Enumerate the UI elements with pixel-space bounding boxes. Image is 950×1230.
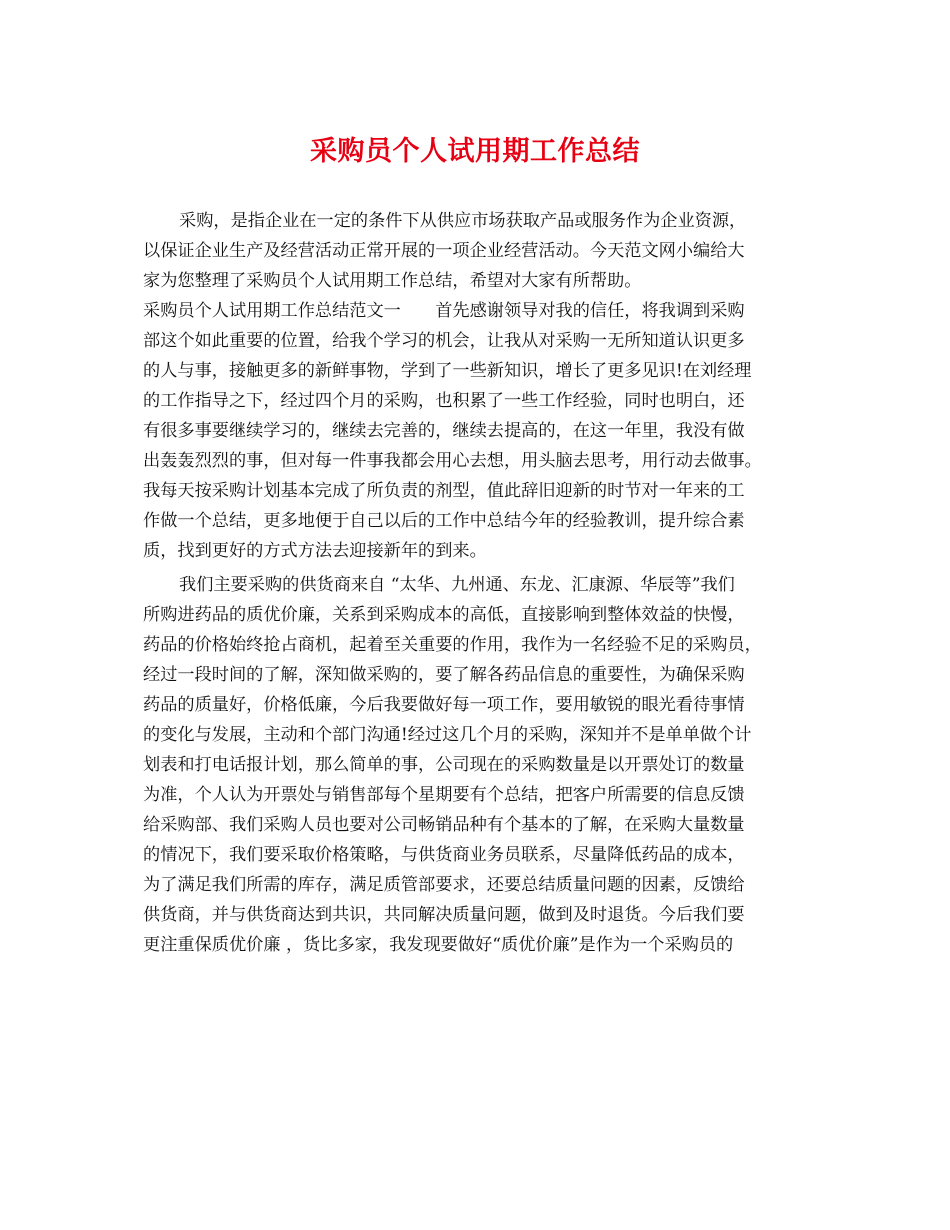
text-line: 质，找到更好的方式方法去迎接新年的到来。: [143, 541, 487, 561]
text-line: 部这个如此重要的位置，给我个学习的机会，让我从对采购一无所知道认识更多: [143, 331, 745, 351]
text-line: 划表和打电话报计划，那么简单的事，公司现在的采购数量是以开票处订的数量: [143, 755, 745, 775]
text-line: 为准，个人认为开票处与销售部每个星期要有个总结，把客户所需要的信息反馈: [143, 785, 745, 805]
text-line: 经过一段时间的了解，深知做采购的，要了解各药品信息的重要性，为确保采购: [143, 665, 745, 685]
paragraph-sample-one: [143, 296, 808, 566]
text-line: 的工作指导之下，经过四个月的采购，也积累了一些工作经验，同时也明白，还: [143, 391, 745, 411]
text-line: 药品的价格始终抢占商机，起着至关重要的作用，我作为一名经验不足的采购员，: [143, 635, 762, 655]
text-line: 作做一个总结，更多地便于自己以后的工作中总结今年的经验教训，提升综合素: [143, 511, 745, 531]
text-line: 供货商，并与供货商达到共识，共同解决质量问题，做到及时退货。今后我们要: [143, 905, 745, 925]
text-line: 的人与事，接触更多的新鲜事物，学到了一些新知识，增长了更多见识!在刘经理: [143, 361, 752, 381]
text-line: 药品的质量好，价格低廉，今后我要做好每一项工作，要用敏锐的眼光看待事情: [143, 695, 745, 715]
document-title: 采购员个人试用期工作总结: [310, 136, 640, 167]
text-line: 以保证企业生产及经营活动正常开展的一项企业经营活动。今天范文网小编给大: [143, 241, 745, 261]
paragraph-intro: [143, 206, 808, 296]
text-line: 的变化与发展，主动和个部门沟通!经过这几个月的采购，深知并不是单单做个计: [143, 725, 752, 745]
text-line: 我每天按采购计划基本完成了所负责的剂型，值此辞旧迎新的时节对一年来的工: [143, 481, 745, 501]
text-line: 我们主要采购的供货商来自 “太华、九州通、东龙、汇康源、华辰等”我们: [179, 575, 735, 595]
text-line: 所购进药品的质优价廉，关系到采购成本的高低，直接影响到整体效益的快慢，: [143, 605, 745, 625]
text-line: 给采购部、我们采购人员也要对公司畅销品种有个基本的了解，在采购大量数量: [143, 815, 745, 835]
paragraph-suppliers: [143, 570, 808, 960]
text-line: 出轰轰烈烈的事，但对每一件事我都会用心去想，用头脑去思考，用行动去做事。: [143, 451, 762, 471]
text-line: 的情况下，我们要采取价格策略，与供货商业务员联系，尽量降低药品的成本，: [143, 845, 745, 865]
text-line: 家为您整理了采购员个人试用期工作总结，希望对大家有所帮助。: [143, 271, 642, 291]
text-line: 采购，是指企业在一定的条件下从供应市场获取产品或服务作为企业资源，: [179, 211, 747, 231]
document-body: [143, 206, 808, 960]
text-line: 有很多事要继续学习的，继续去完善的，继续去提高的，在这一年里，我没有做: [143, 421, 745, 441]
text-line: 更注重保质优价廉 ，货比多家，我发现要做好“质优价廉”是作为一个采购员的: [143, 935, 734, 955]
text-line: 采购员个人试用期工作总结范文一 首先感谢领导对我的信任，将我调到采购: [143, 301, 745, 321]
text-line: 为了满足我们所需的库存，满足质管部要求，还要总结质量问题的因素，反馈给: [143, 875, 745, 895]
